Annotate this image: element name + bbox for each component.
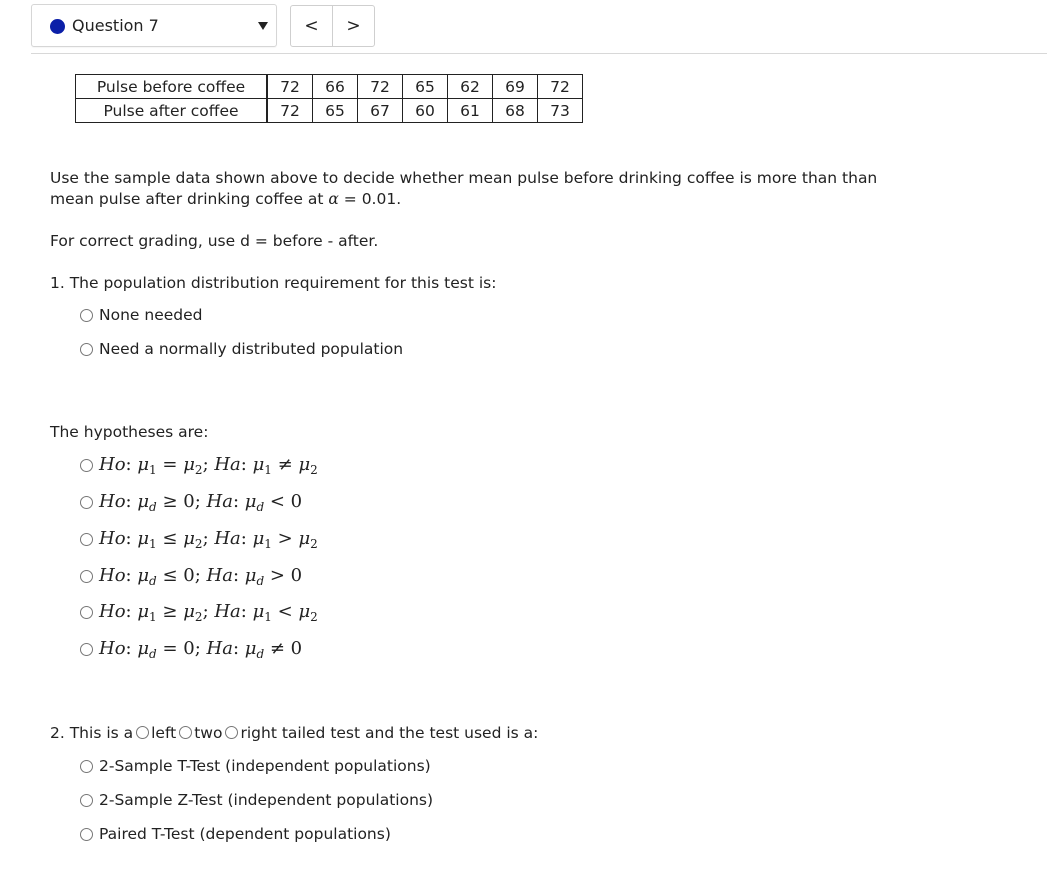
previous-question-button[interactable]: < — [291, 6, 333, 46]
radio-button[interactable] — [80, 459, 93, 472]
table-cell: 69 — [493, 75, 538, 99]
hypothesis-formula: Ho: $\mu_1 = \mu_2$; Ha: $\mu_1 \ne \mu_2$ — [99, 454, 318, 477]
test-option-label: Paired T-Test (dependent populations) — [99, 825, 391, 843]
table-row — [76, 75, 583, 99]
prompt-line-2-prefix: mean pulse after drinking coffee at — [50, 190, 329, 208]
table-cell: 72 — [538, 75, 583, 99]
prompt-line-2-suffix: = 0.01. — [338, 190, 402, 208]
q1-question: 1. The population distribution requirement for this test is: — [50, 274, 497, 292]
question-label: Question 7 — [72, 16, 159, 35]
hypothesis-formula: Ho: $\mu_d \ge 0$; Ha: $\mu_d < 0$ — [99, 491, 303, 514]
table-cell: 67 — [358, 99, 403, 123]
tail-option-label: two — [194, 724, 223, 742]
hypothesis-formula: Ho: $\mu_d \le 0$; Ha: $\mu_d > 0$ — [99, 565, 303, 588]
pulse-data-table — [75, 74, 583, 123]
hypothesis-option[interactable] — [80, 565, 302, 588]
q2-prefix: 2. This is a — [50, 724, 134, 742]
radio-button[interactable] — [80, 496, 93, 509]
hypotheses-heading: The hypotheses are: — [50, 423, 209, 441]
radio-button[interactable] — [80, 643, 93, 656]
radio-button[interactable] — [80, 606, 93, 619]
table-cell: 60 — [403, 99, 448, 123]
table-cell: 62 — [448, 75, 493, 99]
row-header: Pulse before coffee — [76, 75, 268, 99]
test-option-label: 2-Sample T-Test (independent populations) — [99, 757, 431, 775]
tail-option-label: left — [151, 724, 177, 742]
hypothesis-formula: Ho: $\mu_1 \le \mu_2$; Ha: $\mu_1 > \mu_2$ — [99, 528, 318, 551]
table-cell: 72 — [267, 99, 313, 123]
radio-button[interactable] — [80, 794, 93, 807]
dropdown-caret-icon — [258, 22, 268, 30]
radio-button[interactable] — [80, 828, 93, 841]
radio-button[interactable] — [80, 533, 93, 546]
q2-question — [50, 723, 538, 744]
hypothesis-option[interactable] — [80, 454, 318, 477]
radio-button[interactable] — [80, 570, 93, 583]
table-row — [76, 99, 583, 123]
header-divider — [31, 53, 1047, 54]
hypothesis-option[interactable] — [80, 601, 318, 624]
test-option[interactable] — [80, 791, 433, 809]
alpha-symbol: α — [328, 190, 339, 208]
test-option[interactable] — [80, 757, 431, 775]
prompt-line-1: Use the sample data shown above to decide whether mean pulse before drinking coffee is more than than — [50, 169, 878, 187]
next-question-button[interactable]: > — [346, 16, 361, 36]
table-cell: 72 — [358, 75, 403, 99]
table-cell: 73 — [538, 99, 583, 123]
table-cell: 61 — [448, 99, 493, 123]
test-option[interactable] — [80, 825, 391, 843]
tail-radio-two[interactable] — [179, 726, 192, 739]
tail-radio-left[interactable] — [136, 726, 149, 739]
tail-option-label: right — [240, 724, 277, 742]
question-selector[interactable] — [31, 4, 277, 47]
hypothesis-option[interactable] — [80, 528, 318, 551]
q1-option-label: Need a normally distributed population — [99, 340, 404, 358]
hypothesis-formula: Ho: $\mu_d = 0$; Ha: $\mu_d \ne 0$ — [99, 638, 303, 661]
hypothesis-option[interactable] — [80, 638, 302, 661]
row-header: Pulse after coffee — [76, 99, 268, 123]
question-nav — [290, 5, 375, 47]
table-cell: 72 — [267, 75, 313, 99]
radio-button[interactable] — [80, 309, 93, 322]
table-cell: 66 — [313, 75, 358, 99]
radio-button[interactable] — [80, 343, 93, 356]
hypothesis-option[interactable] — [80, 491, 302, 514]
radio-button[interactable] — [80, 760, 93, 773]
table-cell: 65 — [403, 75, 448, 99]
q1-option-label: None needed — [99, 306, 203, 324]
q1-option[interactable] — [80, 306, 202, 324]
prompt-line-2 — [50, 189, 401, 210]
test-option-label: 2-Sample Z-Test (independent populations) — [99, 791, 434, 809]
question-status-dot — [50, 19, 65, 34]
q2-suffix: tailed test and the test used is a: — [276, 724, 539, 742]
tail-radio-right[interactable] — [225, 726, 238, 739]
grading-note: For correct grading, use d = before - after. — [50, 232, 379, 250]
table-cell: 68 — [493, 99, 538, 123]
hypothesis-formula: Ho: $\mu_1 \ge \mu_2$; Ha: $\mu_1 < \mu_2$ — [99, 601, 318, 624]
q1-option[interactable] — [80, 340, 403, 358]
table-cell: 65 — [313, 99, 358, 123]
